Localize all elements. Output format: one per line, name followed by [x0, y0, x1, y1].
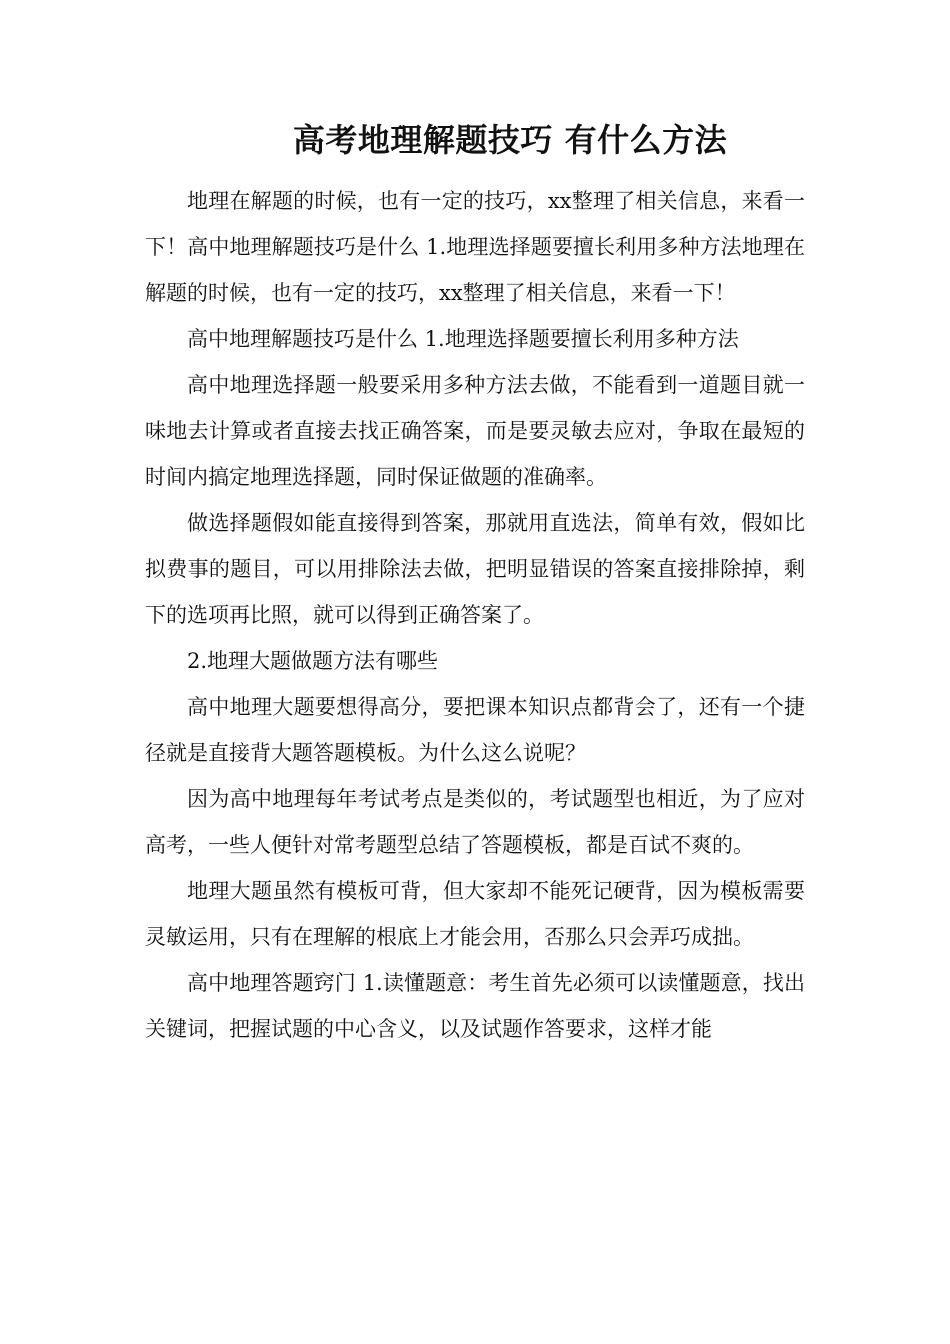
- paragraph-4: 做选择题假如能直接得到答案，那就用直选法，简单有效，假如比拟费事的题目，可以用排除法去做，把明显错误的答案直接排除掉，剩下的选项再比照，就可以得到正确答案了。: [145, 511, 805, 627]
- paragraph-3: 高中地理选择题一般要采用多种方法去做，不能看到一道题目就一味地去计算或者直接去找正确答案，而是要灵敏去应对，争取在最短的时间内搞定地理选择题，同时保证做题的准确率。: [145, 373, 805, 489]
- paragraph-6: 高中地理大题要想得高分，要把课本知识点都背会了，还有一个捷径就是直接背大题答题模板。为什么这么说呢？: [145, 695, 805, 765]
- paragraph-9: 高中地理答题窍门 1.读懂题意：考生首先必须可以读懂题意，找出关键词，把握试题的中心含义，以及试题作答要求，这样才能: [145, 971, 805, 1041]
- paragraph-7: 因为高中地理每年考试考点是类似的，考试题型也相近，为了应对高考，一些人便针对常考题型总结了答题模板，都是百试不爽的。: [145, 787, 805, 857]
- document-page: [145, 112, 805, 1052]
- document-title: 高考地理解题技巧 有什么方法: [292, 121, 728, 159]
- paragraph-5: 2.地理大题做题方法有哪些: [187, 649, 439, 673]
- paragraph-8: 地理大题虽然有模板可背，但大家却不能死记硬背，因为模板需要灵敏运用，只有在理解的根底上才能会用，否那么只会弄巧成拙。: [145, 879, 805, 949]
- paragraph-2: 高中地理解题技巧是什么 1.地理选择题要擅长利用多种方法: [187, 327, 739, 351]
- paragraph-1: 地理在解题的时候，也有一定的技巧，xx整理了相关信息，来看一下！高中地理解题技巧是什么 1.地理选择题要擅长利用多种方法地理在解题的时候，也有一定的技巧，xx整理了相关信息，来看一下！: [145, 189, 805, 305]
